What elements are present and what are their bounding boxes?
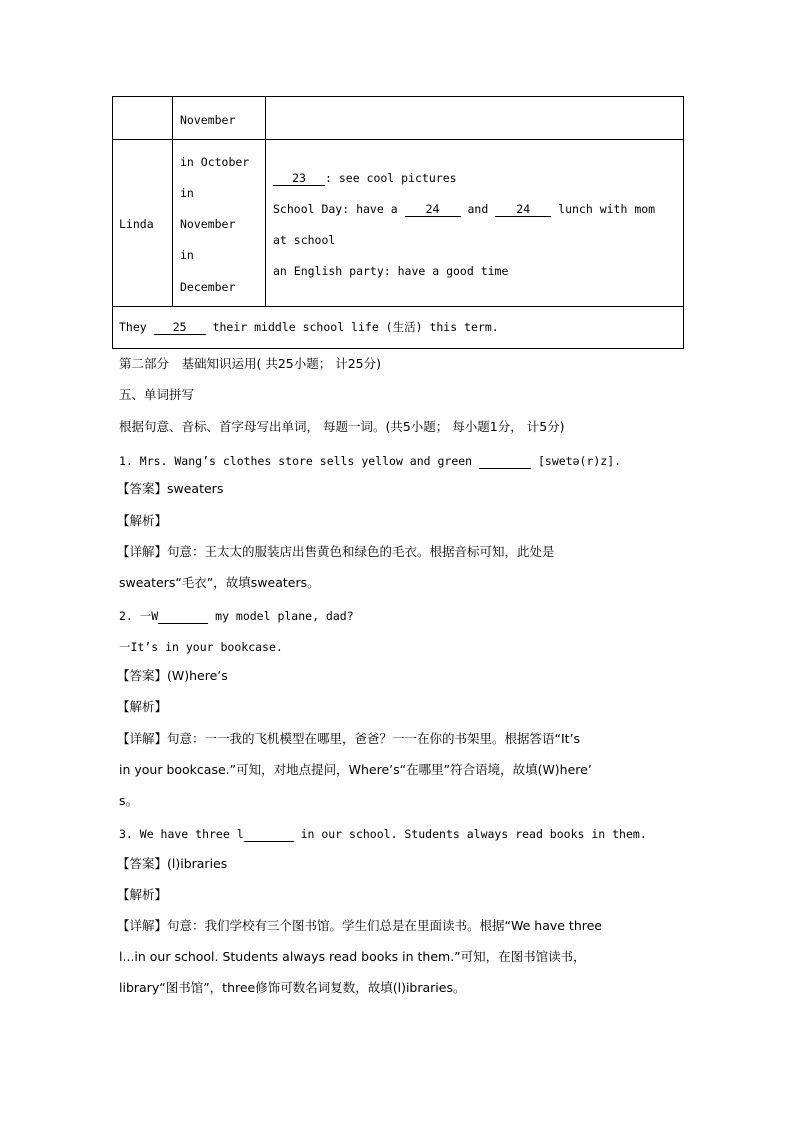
table-cell-time: in October xyxy=(180,155,250,169)
activity-text: lunch with mom xyxy=(558,202,656,216)
answer: 【答案】(l)ibraries xyxy=(117,856,228,871)
answer: 【答案】(W)here’s xyxy=(117,668,228,683)
question-text: 一It’s in your bookcase. xyxy=(119,640,283,654)
question-text: [swetə(r)z]. xyxy=(537,454,622,468)
summary-text: their middle school life (生活) this term. xyxy=(212,320,499,334)
answer-blank xyxy=(479,455,531,469)
question-2 xyxy=(119,608,354,624)
question-1 xyxy=(119,453,621,469)
activity-text: and xyxy=(467,202,489,216)
question-text: 3. We have three l xyxy=(119,827,244,841)
table-activity-line: an English party: have a good time xyxy=(273,264,509,278)
activity-text: School Day: have a xyxy=(273,202,398,216)
table-cell-time: in xyxy=(180,186,194,200)
section-title: 第二部分 基础知识运用( 共25小题； 计25分) xyxy=(119,356,382,371)
detail: l...in our school. Students always read books in them.”可知，在图书馆读书， xyxy=(119,949,586,964)
question-text: my model plane, dad? xyxy=(215,609,354,623)
answer-blank xyxy=(244,828,294,842)
question-text: 1. Mrs. Wang’s clothes store sells yellow and green xyxy=(119,454,473,468)
table-activity-line: at school xyxy=(273,233,336,247)
summary-text: They xyxy=(119,320,147,334)
question-text: in our school. Students always read books in them. xyxy=(300,827,647,841)
analysis-label: 【解析】 xyxy=(117,513,168,528)
table-activity-line xyxy=(273,201,655,217)
table-divider xyxy=(112,306,684,307)
question-text: 2. 一W xyxy=(119,609,159,623)
table-summary-line xyxy=(119,319,499,335)
table-cell-time: November xyxy=(180,113,236,127)
table-divider xyxy=(112,139,684,140)
table-divider xyxy=(172,96,173,306)
activity-text: : see cool pictures xyxy=(325,171,457,185)
blank-23: 23 xyxy=(273,172,325,186)
answer-blank xyxy=(158,610,208,624)
table-cell-time: in xyxy=(180,248,194,262)
blank-24: 24 xyxy=(405,203,461,217)
detail: in your bookcase.”可知，对地点提问，Where’s“在哪里”符合语境，故填(W)here’ xyxy=(119,762,592,777)
part-title: 五、单词拼写 xyxy=(119,387,195,402)
table-cell-time: December xyxy=(180,280,236,294)
blank-24: 24 xyxy=(495,203,551,217)
detail: library“图书馆”，three修饰可数名词复数，故填(l)ibraries。 xyxy=(119,980,466,995)
detail: sweaters“毛衣”，故填sweaters。 xyxy=(119,575,320,590)
analysis-label: 【解析】 xyxy=(117,699,168,714)
blank-25: 25 xyxy=(154,321,206,335)
detail: 【详解】句意：王太太的服装店出售黄色和绿色的毛衣。根据音标可知，此处是 xyxy=(117,544,555,559)
table-activity-line xyxy=(273,170,457,186)
question-3 xyxy=(119,826,647,842)
analysis-label: 【解析】 xyxy=(117,887,168,902)
table-divider xyxy=(265,96,266,306)
table-cell-time: November xyxy=(180,217,236,231)
answer: 【答案】sweaters xyxy=(117,481,224,496)
detail: 【详解】句意：我们学校有三个图书馆。学生们总是在里面读书。根据“We have three xyxy=(117,918,602,933)
instructions: 根据句意、音标、首字母写出单词， 每题一词。(共5小题； 每小题1分， 计5分) xyxy=(119,419,565,434)
detail: s。 xyxy=(119,793,139,808)
table-cell-name: Linda xyxy=(119,217,154,231)
detail: 【详解】句意：一一我的飞机模型在哪里，爸爸？一一在你的书架里。根据答语“It’s xyxy=(117,731,581,746)
